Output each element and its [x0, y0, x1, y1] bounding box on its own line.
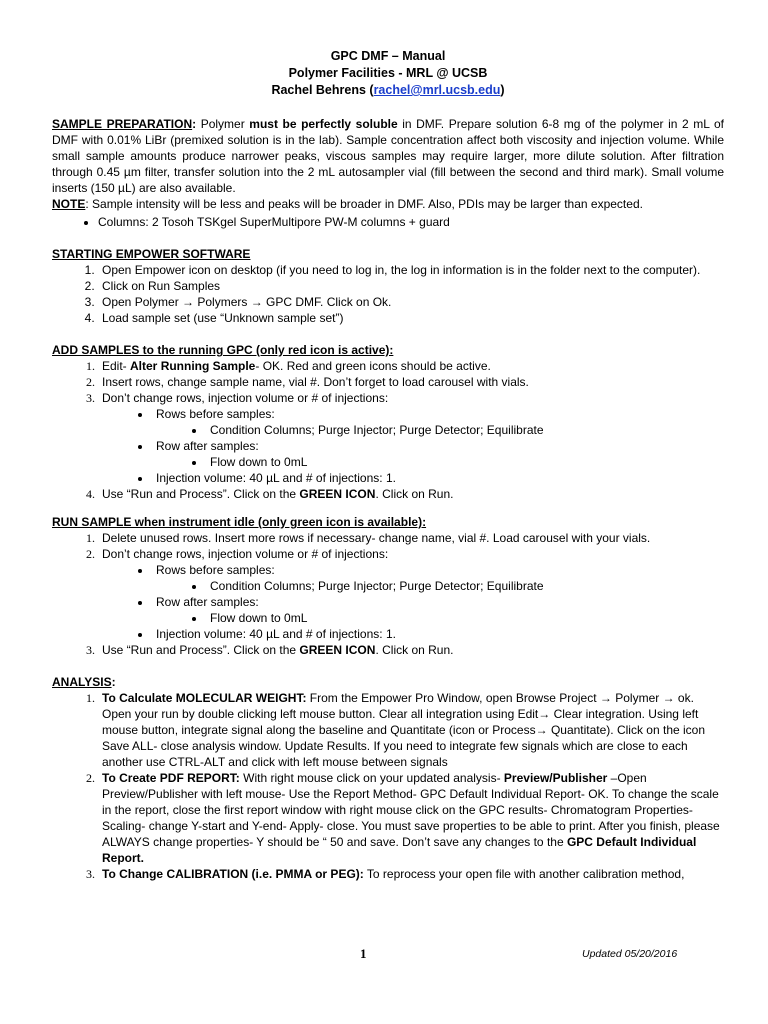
sample-prep-text-a: Polymer	[200, 117, 250, 131]
facility-name: Polymer Facilities - MRL @ UCSB	[288, 66, 488, 80]
starting-step: 3. Open Polymer → Polymers → GPC DMF. Click on Ok.	[98, 294, 724, 310]
run-step2-text: Don’t change rows, injection volume or # of injections:	[102, 547, 389, 561]
note-line	[52, 196, 724, 212]
analysis-heading-line	[52, 674, 724, 690]
contact-close: )	[500, 83, 505, 97]
add-step	[98, 358, 724, 374]
rows-before-item: • Rows before samples:	[152, 562, 724, 578]
add-step1-a: Edit-	[102, 359, 131, 373]
pdf-report-label: To Create PDF REPORT:	[102, 771, 240, 785]
add-step4-c: . Click on Run.	[375, 487, 454, 501]
preview-publisher-label: Preview/Publisher	[503, 771, 608, 785]
add-step4-a: Use “Run and Process”. Click on the	[102, 487, 300, 501]
analysis-item	[98, 770, 724, 866]
analysis-colon: :	[111, 675, 116, 689]
green-icon-label: GREEN ICON	[299, 487, 376, 501]
pdf-report-text-a: With right mouse click on your updated analysis-	[239, 771, 504, 785]
run-step3-a: Use “Run and Process”. Click on the	[102, 643, 300, 657]
calibration-label: To Change CALIBRATION (i.e. PMMA or PEG):	[102, 867, 364, 881]
analysis-item	[98, 866, 724, 882]
add-sublist	[152, 406, 724, 486]
contact-line	[52, 82, 724, 99]
document-title: GPC DMF – Manual	[330, 49, 446, 63]
rows-before-item: • Rows before samples:	[152, 406, 724, 422]
row-after-sublist	[206, 610, 724, 626]
sample-prep-text-c: in DMF. Prepare solution 6-8 mg of the polymer in 2 mL of DMF with 0.01% LiBr (premixed solution is in the lab). Sample concentration affect both viscosity and injection volume. While small sample amounts produce narrower peaks, viscous samples may require larger, more dilute solution. After filtration through 0.45 µm filter, transfer solution into the 2 mL autosampler vial (fill between the second and third mark). Small volume inserts (150 µL) are also available.	[52, 117, 725, 195]
add-samples-steps	[98, 358, 724, 502]
row-after-wrap	[152, 610, 724, 626]
add-samples-section	[52, 342, 724, 502]
sample-prep-section	[52, 116, 724, 196]
run-sample-heading: RUN SAMPLE when instrument idle (only green icon is available):	[52, 515, 427, 529]
injection-item: • Injection volume: 40 µL and # of injections: 1.	[152, 470, 724, 486]
analysis-section	[52, 674, 724, 882]
add-step1-c: - OK. Red and green icons should be active.	[255, 359, 491, 373]
run-step: 1. Delete unused rows. Insert more rows if necessary- change name, vial #. Load carousel with your vials.	[98, 530, 724, 546]
run-step	[98, 546, 724, 642]
analysis-heading: ANALYSIS	[52, 675, 112, 689]
rows-before-wrap	[152, 578, 724, 594]
flow-item: • Flow down to 0mL	[206, 454, 724, 470]
starting-step: 4. Load sample set (use “Unknown sample set”)	[98, 310, 724, 326]
condition-item: • Condition Columns; Purge Injector; Purge Detector; Equilibrate	[206, 422, 724, 438]
note-label: NOTE	[52, 197, 86, 211]
molecular-weight-label: To Calculate MOLECULAR WEIGHT:	[102, 691, 307, 705]
updated-date: Updated 05/20/2016	[582, 948, 678, 960]
starting-step: 1. Open Empower icon on desktop (if you need to log in, the log in information is in the folder next to the computer).	[98, 262, 724, 278]
sample-prep-soluble: must be perfectly soluble	[249, 117, 398, 131]
molecular-weight-text: From the Empower Pro Window, open Browse Project → Polymer → ok. Open your run by double clicking left mouse button. Clear all integration using Edit→ Clear integration. Using left mouse button, integrate signal along the baseline and Quantitate (icon or Process→ Quantitate). Click on the icon Save ALL- close analysis window. Update Results. If you need to integrate few signals which are close to each another use CTRL-ALT and click with left mouse between signals	[102, 691, 706, 769]
starting-heading: STARTING EMPOWER SOFTWARE	[52, 247, 251, 261]
document-page	[52, 48, 724, 882]
document-header	[52, 48, 724, 99]
row-after-item: • Row after samples:	[152, 594, 724, 610]
add-step3-text: Don’t change rows, injection volume or # of injections:	[102, 391, 389, 405]
flow-item: • Flow down to 0mL	[206, 610, 724, 626]
note-text: : Sample intensity will be less and peaks will be broader in DMF. Also, PDIs may be larger than expected.	[85, 197, 643, 211]
analysis-steps	[98, 690, 724, 882]
run-step3-c: . Click on Run.	[375, 643, 454, 657]
calibration-text: To reprocess your open file with another calibration method,	[363, 867, 685, 881]
starting-section	[52, 246, 724, 326]
page-number: 1	[360, 946, 367, 961]
columns-item: • Columns: 2 Tosoh TSKgel SuperMultipore PW-M columns + guard	[98, 214, 724, 230]
alter-running-sample: Alter Running Sample	[130, 359, 256, 373]
starting-step: 2. Click on Run Samples	[98, 278, 724, 294]
contact-email-link[interactable]: rachel@mrl.ucsb.edu	[373, 83, 501, 97]
gpc-default-report-label: GPC Default Individual Report.	[102, 835, 697, 865]
contact-name: Rachel Behrens (	[271, 83, 374, 97]
rows-before-sublist	[206, 422, 724, 438]
add-step	[98, 390, 724, 486]
rows-before-sublist	[206, 578, 724, 594]
condition-item: • Condition Columns; Purge Injector; Purge Detector; Equilibrate	[206, 578, 724, 594]
run-sample-steps	[98, 530, 724, 658]
injection-item: • Injection volume: 40 µL and # of injections: 1.	[152, 626, 724, 642]
rows-before-wrap	[152, 422, 724, 438]
add-step: 2. Insert rows, change sample name, vial #. Don’t forget to load carousel with vials.	[98, 374, 724, 390]
run-sublist	[152, 562, 724, 642]
row-after-wrap	[152, 454, 724, 470]
run-sample-section	[52, 514, 724, 658]
sample-prep-heading: SAMPLE PREPARATION	[52, 117, 193, 131]
add-step	[98, 486, 724, 502]
row-after-item: • Row after samples:	[152, 438, 724, 454]
row-after-sublist	[206, 454, 724, 470]
analysis-item	[98, 690, 724, 770]
starting-steps	[98, 262, 724, 326]
columns-list	[98, 214, 724, 230]
green-icon-label: GREEN ICON	[299, 643, 376, 657]
sample-prep-colon: :	[192, 117, 201, 131]
run-step	[98, 642, 724, 658]
add-samples-heading: ADD SAMPLES to the running GPC (only red icon is active):	[52, 343, 394, 357]
pdf-report-text-b: –Open Preview/Publisher with left mouse- Use the Report Method- GPC Default Individual Report- OK. To change the scale in the report, close the first report window with right mouse click on the GPC results- Chromatogram Properties- Scaling- change Y-start and Y-end- Apply- close. You must save properties to be able to print. After you finish, please ALWAYS change properties- Y should be “ 50 and save. Don’t save any changes to the	[102, 771, 720, 849]
